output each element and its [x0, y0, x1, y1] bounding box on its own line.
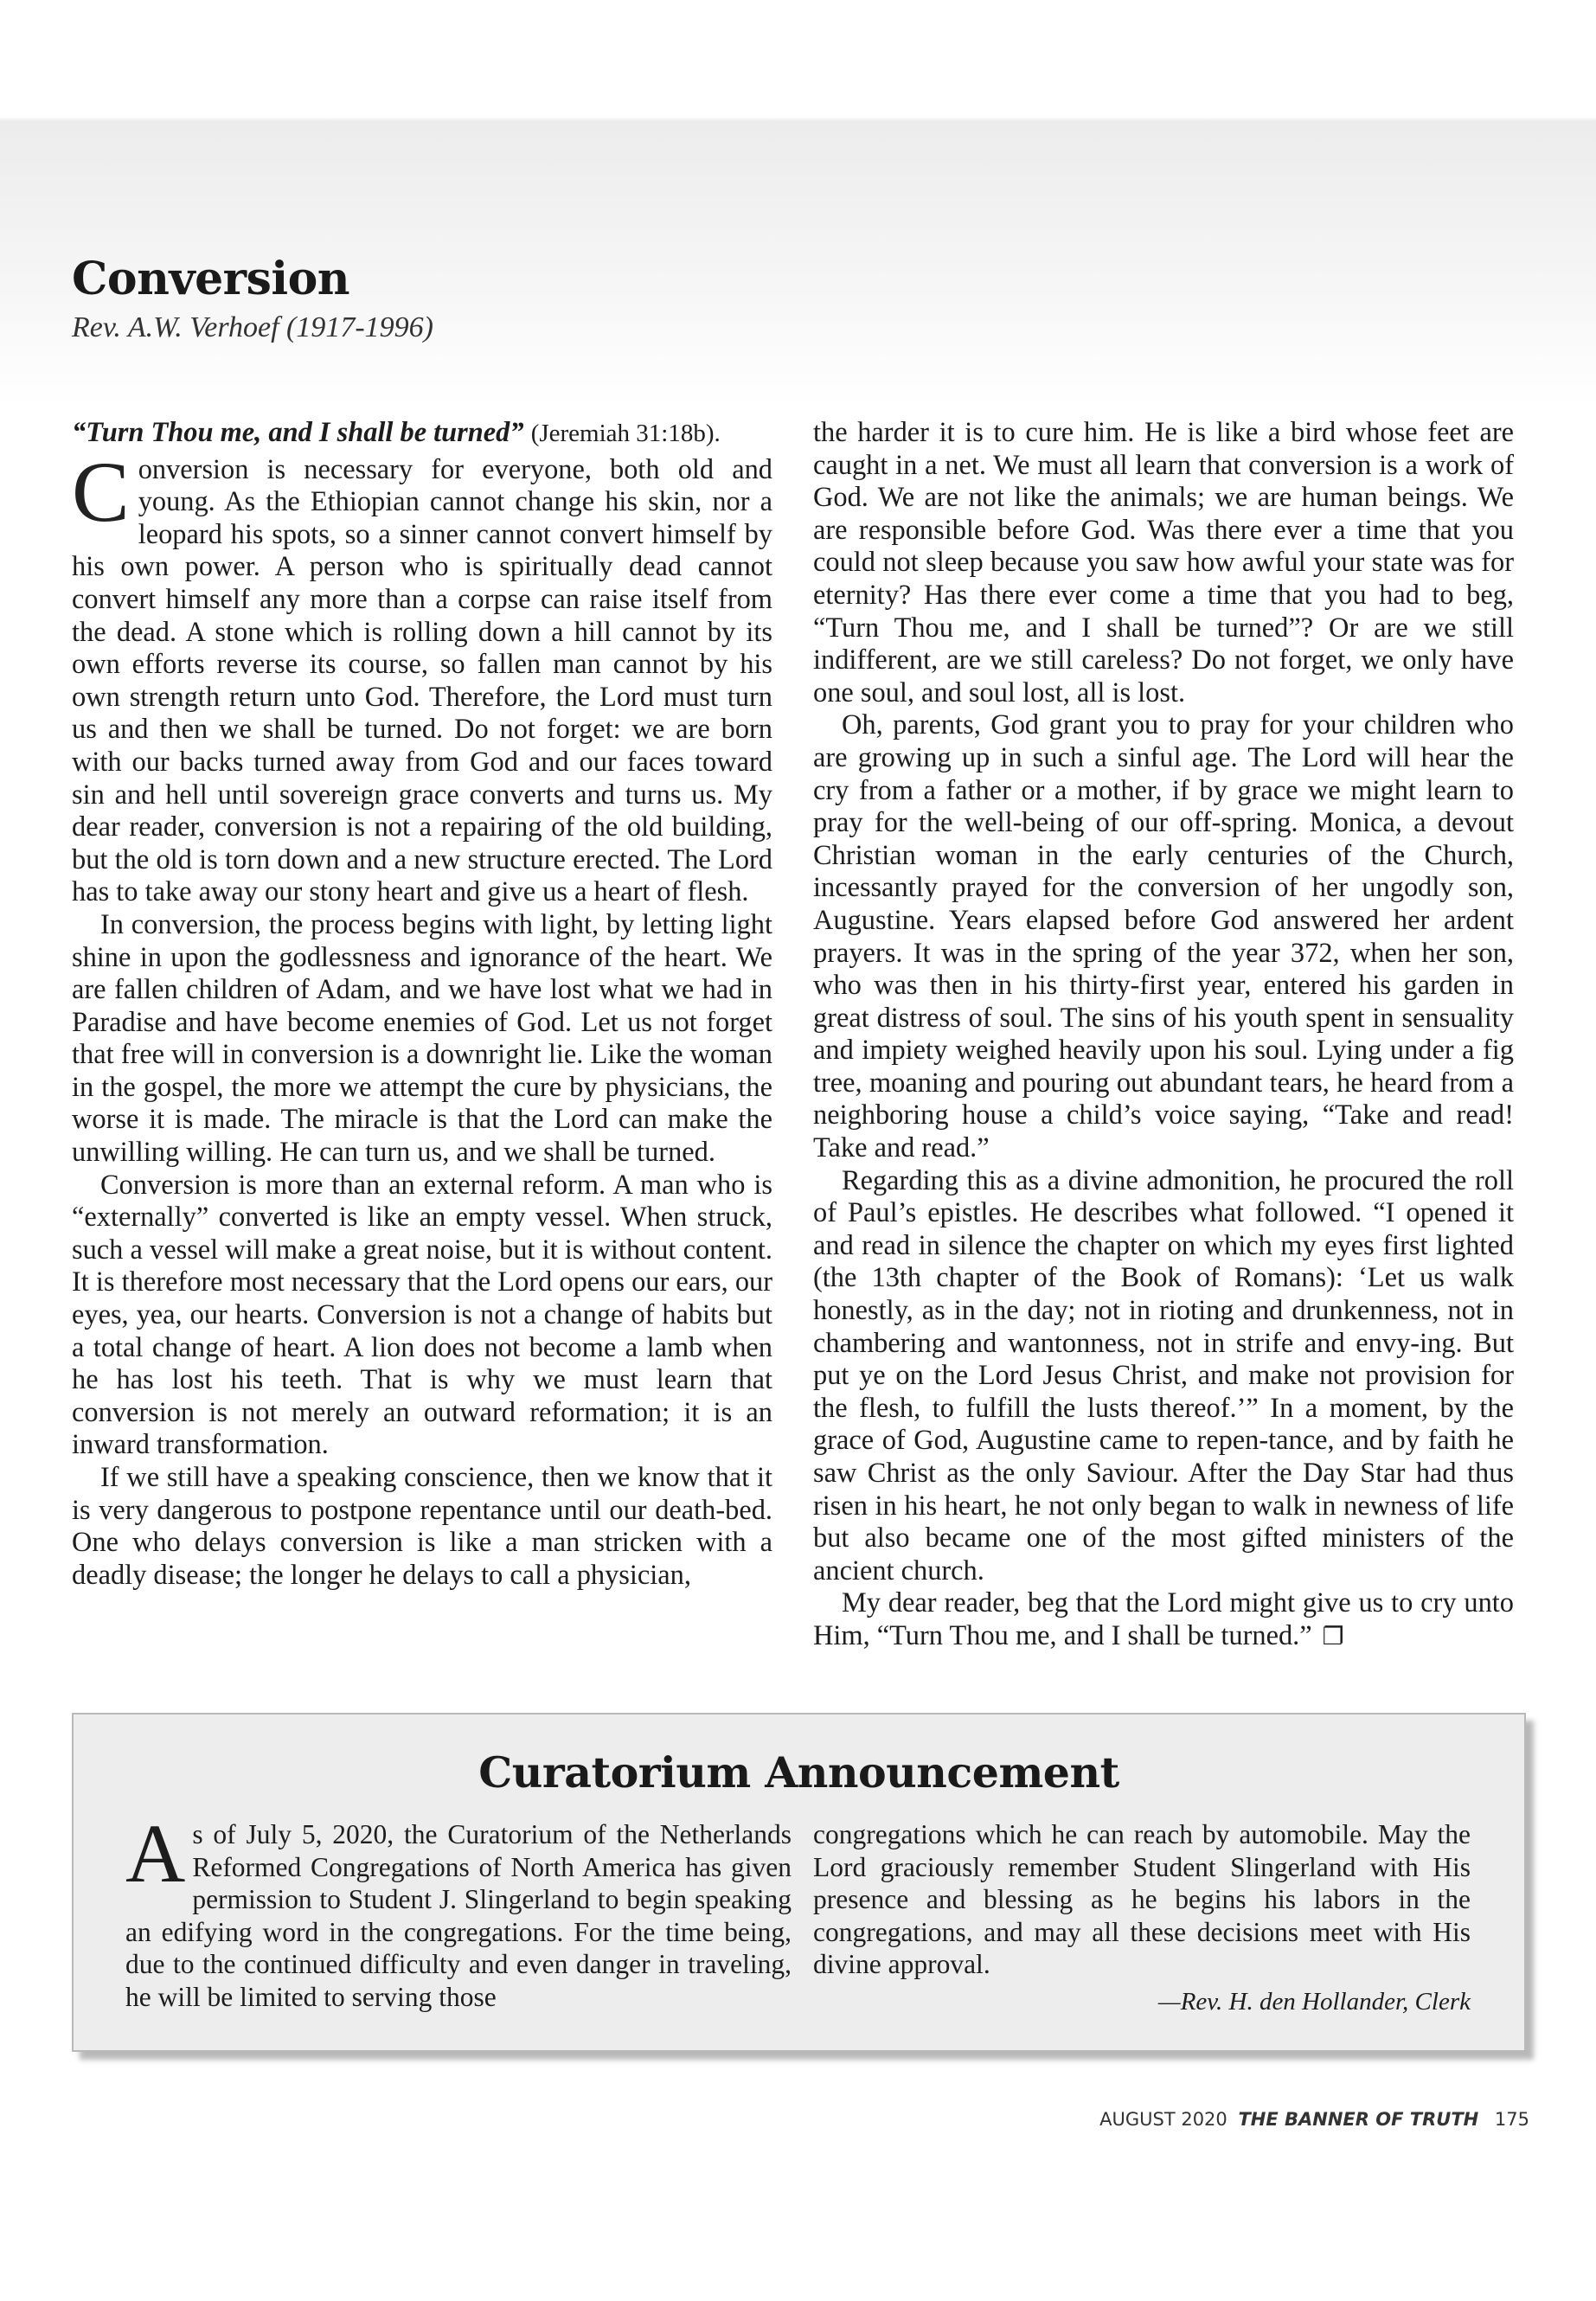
article-paragraph: Conversion is more than an external reform. A man who is “externally” converted is like an empty vessel. When struck, such a vessel will make a great noise, but it is without content. It is therefore most necessary that the Lord opens our ears, our eyes, yea, our hearts. Conversion is not a change of habits but a total change of heart. A lion does not become a lamb when he has lost his teeth. That is why we must learn that conversion is not merely an outward reformation; it is an inward transformation. [72, 1169, 772, 1461]
article-paragraph [813, 1587, 1514, 1652]
announcement-box [72, 1713, 1526, 2052]
footer-publication: THE BANNER OF TRUTH [1238, 2109, 1479, 2130]
header-background [0, 0, 1596, 407]
article-paragraph: If we still have a speaking conscience, then we know that it is very dangerous to postpone repentance until our death-bed. One who delays conversion is like a man stricken with a deadly disease; the longer he delays to call a physician, [72, 1462, 772, 1591]
announcement-title: Curatorium Announcement [478, 1747, 1119, 1798]
paragraph-text: My dear reader, beg that the Lord might give us to cry unto Him, “Turn Thou me, and I shall be turned.” [813, 1587, 1514, 1651]
article-byline: Rev. A.W. Verhoef (1917-1996) [72, 311, 433, 343]
scripture-citation: (Jeremiah 31:18b). [530, 420, 721, 447]
announcement-paragraph: congregations which he can reach by automobile. May the Lord graciously remember Student Slingerland with His presence and blessing as he begins his labors in the congregations, and may all these decisions meet with His divine approval. [813, 1819, 1471, 1980]
paragraph-text: onversion is necessary for everyone, both old and young. As the Ethiopian cannot change his skin, nor a leopard his spots, so a sinner cannot convert himself by his own power. A person who is spiritually dead cannot convert himself any more than a corpse can raise itself from the dead. A stone which is rolling down a hill cannot by its own efforts reverse its course, so fallen man cannot by his own strength return unto God. Therefore, the Lord must turn us and then we shall be turned. Do not forget: we are born with our backs turned away from God and our faces toward sin and hell until sovereign grace converts and turns us. My dear reader, conversion is not a repairing of the old building, but the old is torn down and a new structure erected. The Lord has to take away our stony heart and give us a heart of flesh. [72, 453, 772, 908]
footer-issue: AUGUST 2020 [1099, 2109, 1227, 2130]
page-number: 175 [1494, 2109, 1529, 2130]
drop-cap: A [125, 1807, 186, 1900]
scripture-line [72, 417, 772, 451]
announcement-signature: —Rev. H. den Hollander, Clerk [1157, 1987, 1471, 2016]
drop-cap: C [72, 443, 130, 540]
end-mark-icon: ❐ [1322, 1621, 1344, 1650]
article-paragraph: the harder it is to cure him. He is like a bird whose feet are caught in a net. We must all learn that conversion is a work of God. We are not like the animals; we are human beings. We are responsible before God. Was there ever a time that you could not sleep because you saw how awful your state was for eternity? Has there ever come a time that you had to beg, “Turn Thou me, and I shall be turned”? Or are we still indifferent, are we still careless? Do not forget, we only have one soul, and soul lost, all is lost. [813, 417, 1514, 708]
announcement-left-column [125, 1807, 792, 2014]
article-paragraph: Oh, parents, God grant you to pray for your children who are growing up in such a sinful age. The Lord will hear the cry from a father or a mother, if by grace we might learn to pray for the well-being of our off-spring. Monica, a devout Christian woman in the early centuries of the Church, incessantly prayed for the conversion of her ungodly son, Augustine. Years elapsed before God answered her ardent prayers. It was in the spring of the year 372, when her son, who was then in his thirty-first year, entered his garden in great distress of soul. The sins of his youth spent in sensuality and impiety weighed heavily upon his soul. Lying under a fig tree, moaning and pouring out abundant tears, he heard from a neighboring house a child’s voice saying, “Take and read! Take and read.” [813, 709, 1514, 1164]
page-footer [1099, 2109, 1529, 2130]
article-left-column [72, 417, 772, 1592]
article-title: Conversion [72, 253, 350, 305]
announcement-right-column [813, 1818, 1471, 2019]
article-paragraph [72, 443, 772, 909]
article-right-column [813, 417, 1514, 1653]
scripture-quote: “Turn Thou me, and I shall be turned” [72, 417, 524, 448]
article-paragraph: In conversion, the process begins with light, by letting light shine in upon the godlessness and ignorance of the heart. We are fallen children of Adam, and we have lost what we had in Paradise and have become enemies of God. Let us not forget that free will in conversion is a downright lie. Like the woman in the gospel, the more we attempt the cure by physicians, the worse it is made. The miracle is that the Lord can make the unwilling willing. He can turn us, and we shall be turned. [72, 908, 772, 1169]
announcement-paragraph [125, 1807, 792, 2014]
article-paragraph: Regarding this as a divine admonition, he procured the roll of Paul’s epistles. He describes what followed. “I opened it and read in silence the chapter on which my eyes first lighted (the 13th chapter of the Book of Romans): ‘Let us walk honestly, as in the day; not in rioting and drunkenness, not in chambering and wantonness, not in strife and envy-ing. But put ye on the Lord Jesus Christ, and make not provision for the flesh, to fulfill the lusts thereof.’” In a moment, by the grace of God, Augustine came to repen-tance, and by faith he saw Christ as the only Saviour. After the Day Star had thus risen in his heart, he not only began to walk in newness of life but also became one of the most gifted ministers of the ancient church. [813, 1164, 1514, 1586]
announcement-text: s of July 5, 2020, the Curatorium of the Netherlands Reformed Congregations of North America has given permission to Student J. Slingerland to begin speaking an edifying word in the congregations. For the time being, due to the continued difficulty and even danger in traveling, he will be limited to serving those [125, 1819, 792, 2012]
